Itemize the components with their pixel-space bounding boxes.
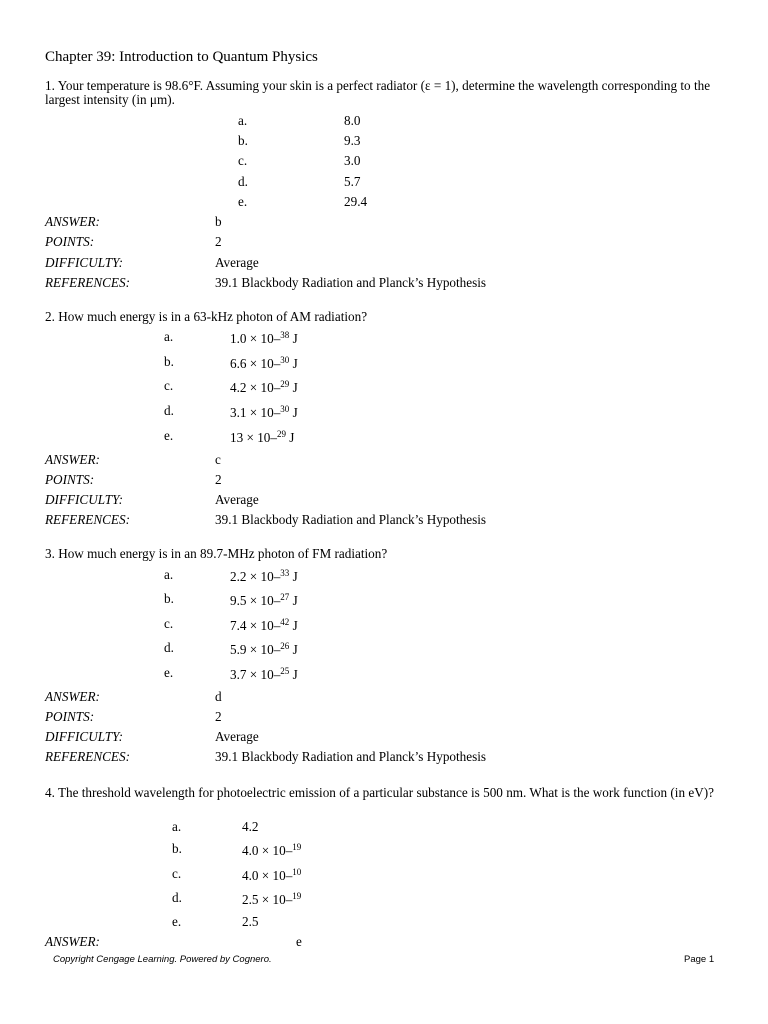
q3-difficulty-label: DIFFICULTY:	[45, 729, 124, 744]
q1-answer-value: b	[215, 214, 222, 229]
q2-references-label: REFERENCES:	[45, 512, 130, 527]
q2-difficulty-label: DIFFICULTY:	[45, 492, 124, 507]
q2-points-value: 2	[215, 472, 222, 487]
question-4-text: 4. The threshold wavelength for photoelectric emission of a particular substance is 500 nm. What is the work function (in eV)?	[45, 785, 714, 800]
q3-option-d-value: 5.9 × 10–$^{26}$ J	[230, 641, 298, 657]
q3-difficulty-value: Average	[215, 729, 259, 744]
q3-references-value: 39.1 Blackbody Radiation and Planck’s Hypothesis	[215, 749, 487, 764]
q1-points-value: 2	[215, 234, 222, 249]
q4-option-a-letter: a.	[172, 819, 182, 834]
q4-option-b-letter: b.	[172, 841, 182, 856]
q2-answer-value: c	[215, 452, 221, 467]
q3-option-a-value: 2.2 × 10–$^{33}$ J	[230, 568, 298, 584]
question-1-text: 1. Your temperature is 98.6°F. Assuming your skin is a perfect radiator (ε = 1), determine the wavelength corresponding to the largest intensity (in μm).	[45, 78, 711, 107]
q1-option-e-value: 29.4	[344, 194, 368, 209]
q3-option-b-letter: b.	[164, 591, 174, 606]
q1-option-e-letter: e.	[238, 194, 248, 209]
q2-answer-label: ANSWER:	[45, 452, 100, 467]
q3-option-d-letter: d.	[164, 640, 174, 655]
q1-difficulty-value: Average	[215, 255, 259, 270]
q1-option-d-value: 5.7	[344, 174, 361, 189]
q1-references-value: 39.1 Blackbody Radiation and Planck’s Hypothesis	[215, 275, 487, 290]
q2-option-b-letter: b.	[164, 354, 174, 369]
q3-option-c-letter: c.	[164, 616, 174, 631]
q1-option-a-letter: a.	[238, 113, 248, 128]
q3-references-label: REFERENCES:	[45, 749, 130, 764]
q4-option-e-letter: e.	[172, 914, 182, 929]
q3-points-label: POINTS:	[45, 709, 95, 724]
q1-points-label: POINTS:	[45, 234, 95, 249]
q2-points-label: POINTS:	[45, 472, 95, 487]
q2-option-d-value: 3.1 × 10–$^{30}$ J	[230, 404, 298, 420]
q4-option-c-letter: c.	[172, 866, 182, 881]
q2-option-b-value: 6.6 × 10–$^{30}$ J	[230, 355, 298, 371]
q4-option-b-value: 4.0 × 10–$^{19}$	[242, 842, 302, 858]
q4-answer-value: e	[296, 934, 302, 949]
q3-option-e-letter: e.	[164, 665, 174, 680]
q3-points-value: 2	[215, 709, 222, 724]
q4-option-d-letter: d.	[172, 890, 182, 905]
q2-option-a-letter: a.	[164, 329, 174, 344]
q4-option-a-value: 4.2	[242, 819, 259, 834]
q1-option-b-value: 9.3	[344, 133, 361, 148]
footer-copyright: Copyright Cengage Learning. Powered by Cognero.	[53, 954, 272, 965]
q3-option-c-value: 7.4 × 10–$^{42}$ J	[230, 617, 298, 633]
q1-option-b-letter: b.	[238, 133, 248, 148]
q4-option-d-value: 2.5 × 10–$^{19}$	[242, 891, 302, 907]
q2-option-e-letter: e.	[164, 428, 174, 443]
q2-option-e-value: 13 × 10–$^{29}$ J	[230, 429, 295, 445]
q1-option-c-value: 3.0	[344, 153, 361, 168]
question-2-text: 2. How much energy is in a 63-kHz photon of AM radiation?	[45, 309, 368, 324]
q3-answer-value: d	[215, 689, 222, 704]
q2-option-c-letter: c.	[164, 378, 174, 393]
footer-page-number: Page 1	[684, 954, 715, 965]
q1-option-a-value: 8.0	[344, 113, 361, 128]
q1-option-c-letter: c.	[238, 153, 248, 168]
q2-references-value: 39.1 Blackbody Radiation and Planck’s Hypothesis	[215, 512, 487, 527]
page-title: Chapter 39: Introduction to Quantum Physics	[45, 49, 318, 65]
question-3-text: 3. How much energy is in an 89.7-MHz photon of FM radiation?	[45, 546, 388, 561]
q2-difficulty-value: Average	[215, 492, 259, 507]
q1-difficulty-label: DIFFICULTY:	[45, 255, 124, 270]
q2-option-d-letter: d.	[164, 403, 174, 418]
q1-references-label: REFERENCES:	[45, 275, 130, 290]
q3-answer-label: ANSWER:	[45, 689, 100, 704]
q3-option-a-letter: a.	[164, 567, 174, 582]
q4-option-c-value: 4.0 × 10–$^{10}$	[242, 867, 302, 883]
q1-option-d-letter: d.	[238, 174, 248, 189]
q3-option-b-value: 9.5 × 10–$^{27}$ J	[230, 592, 298, 608]
q2-option-c-value: 4.2 × 10–$^{29}$ J	[230, 379, 298, 395]
q3-option-e-value: 3.7 × 10–$^{25}$ J	[230, 666, 298, 682]
q1-answer-label: ANSWER:	[45, 214, 100, 229]
q2-option-a-value: 1.0 × 10–$^{38}$ J	[230, 330, 298, 346]
q4-answer-label: ANSWER:	[45, 934, 100, 949]
q4-option-e-value: 2.5	[242, 914, 259, 929]
